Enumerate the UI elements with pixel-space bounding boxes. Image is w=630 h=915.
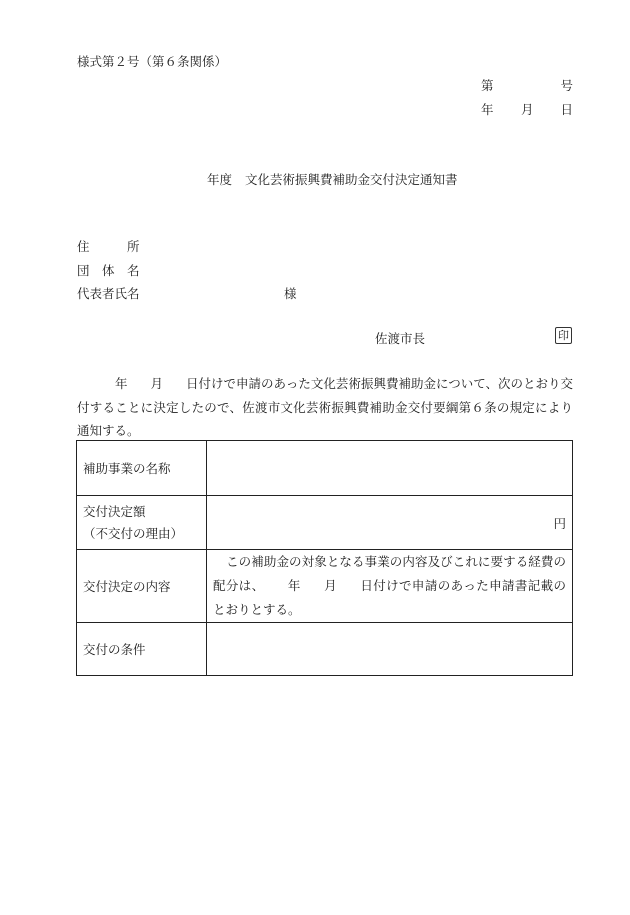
- conditions-value: [207, 623, 573, 676]
- content-text-b: 日付けで申請のあった申請書記載のとおりとする。: [213, 578, 566, 617]
- body-year: 年: [115, 376, 128, 391]
- date-year: 年: [481, 102, 494, 117]
- decision-table: [76, 440, 573, 676]
- notice-body: [77, 372, 573, 443]
- decision-amount-label-line1: 交付決定額: [83, 503, 146, 519]
- seal-mark: 印: [555, 327, 572, 344]
- table-row: [77, 496, 573, 550]
- document-number-suffix: 号: [560, 78, 573, 93]
- project-name-value: [207, 441, 573, 496]
- table-row: [77, 441, 573, 496]
- table-row: [77, 623, 573, 676]
- body-month: 月: [150, 376, 164, 391]
- decision-amount-label: [77, 496, 207, 550]
- content-year: 年: [287, 578, 301, 593]
- decision-amount-label-line2: （不交付の理由）: [83, 525, 184, 541]
- document-title: [207, 170, 458, 188]
- title-name: 文化芸術振興費補助金交付決定通知書: [245, 172, 458, 187]
- decision-content-value: [207, 550, 573, 623]
- title-year-label: 年度: [207, 172, 233, 187]
- group-name-label: 団 体 名: [77, 263, 140, 278]
- body-text: 日付けで申請のあった文化芸術振興費補助金について、次のとおり交付することに決定したので、佐渡市文化芸術振興費補助金交付要綱第６条の規定により通知する。: [77, 376, 573, 438]
- content-month: 月: [323, 578, 338, 593]
- decision-content-label: 交付決定の内容: [77, 550, 207, 623]
- date-month: 月: [521, 102, 534, 117]
- document-number-prefix: 第: [481, 78, 494, 93]
- honorific: 様: [284, 286, 297, 301]
- table-row: [77, 550, 573, 623]
- representative-label: 代表者氏名: [77, 286, 140, 301]
- content-text-a: この補助金の対象となる事業の内容及びこれに要する経費の配分は、: [213, 554, 566, 593]
- date-day: 日: [560, 102, 573, 117]
- conditions-label: 交付の条件: [77, 623, 207, 676]
- project-name-label: 補助事業の名称: [77, 441, 207, 496]
- yen-unit: 円: [553, 515, 566, 531]
- form-number-label: 様式第２号（第６条関係）: [77, 54, 228, 69]
- decision-amount-value: [207, 496, 573, 550]
- address-label: 住 所: [77, 239, 140, 254]
- issuer-name: 佐渡市長: [375, 331, 426, 346]
